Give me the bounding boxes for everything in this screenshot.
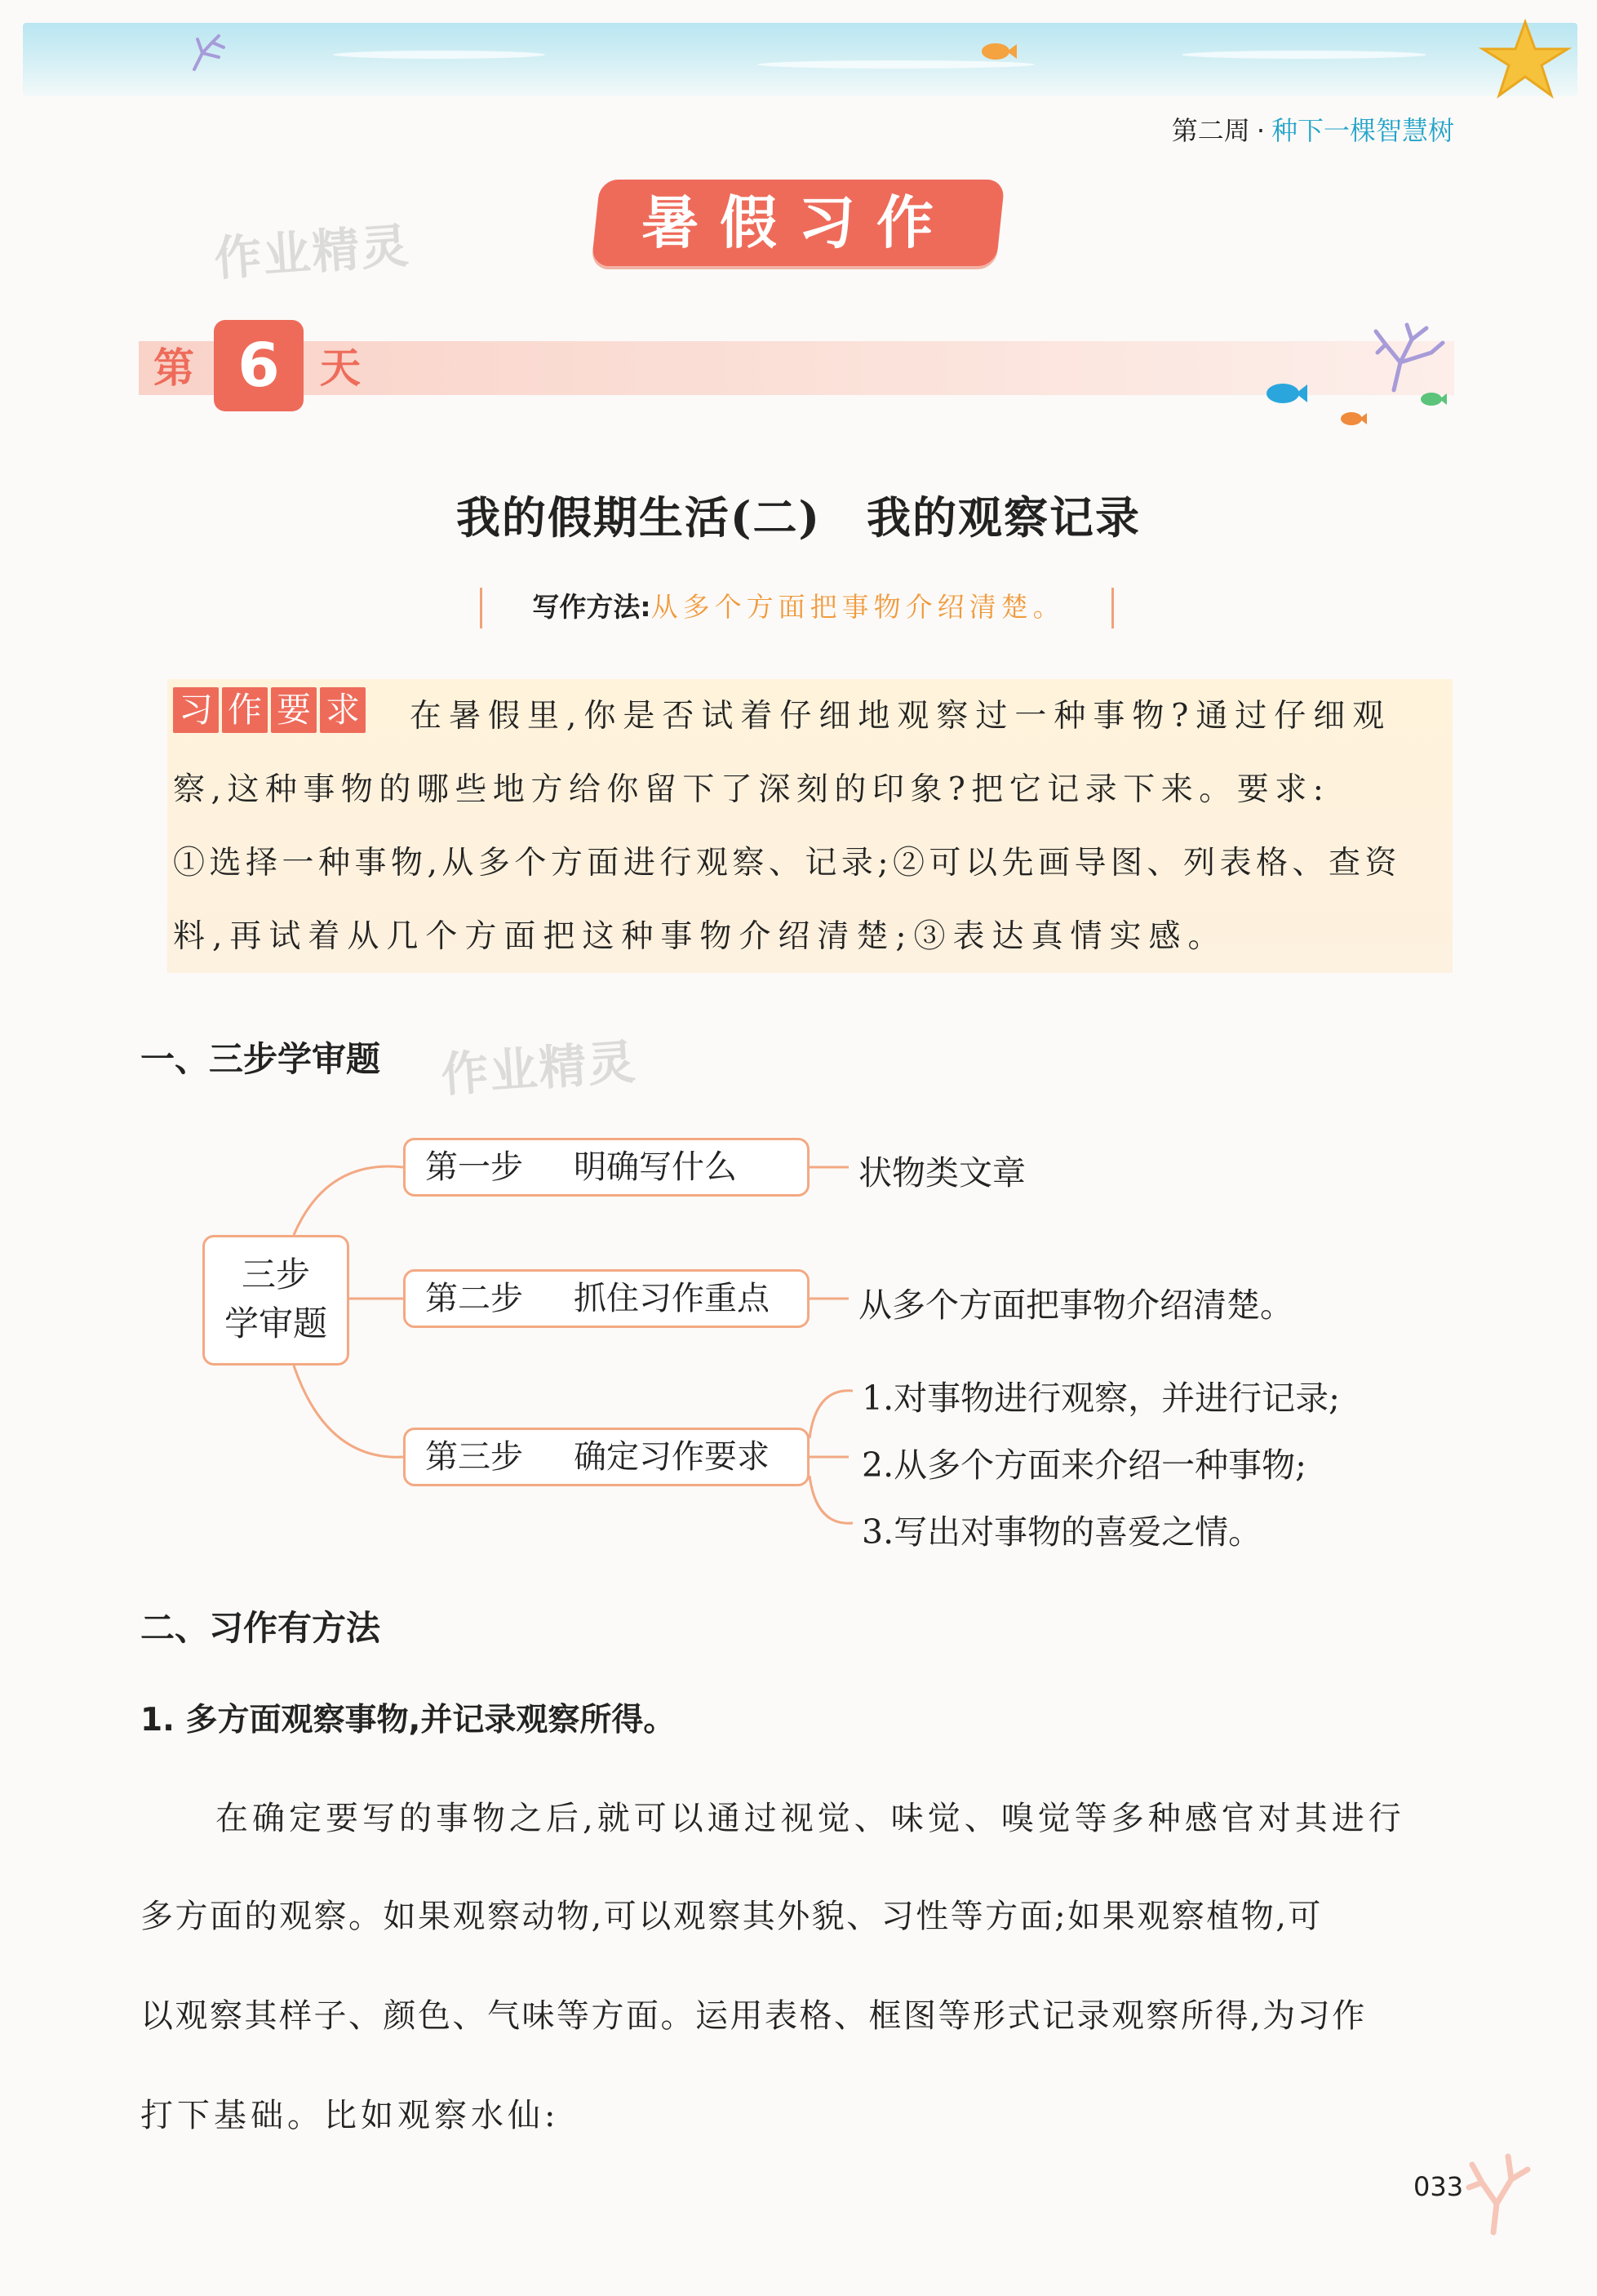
mind-map-result: 状物类文章 (858, 1153, 1026, 1192)
root-line: 三步 (241, 1255, 310, 1295)
day-prefix: 第 (153, 344, 194, 392)
step-desc: 抓住习作重点 (574, 1280, 770, 1317)
mind-map-result: 从多个方面把事物介绍清楚。 (858, 1286, 1293, 1325)
mind-map-step (403, 1428, 810, 1486)
method-label: 写作方法: (532, 591, 651, 623)
page-number: 033 (1413, 2171, 1464, 2202)
tag-char: 求 (320, 687, 366, 733)
coral-icon (1461, 2147, 1534, 2236)
step-label: 第三步 (425, 1438, 523, 1476)
requirement-line: 料,再试着从几个方面把这种事物介绍清楚;③表达真情实感。 (173, 918, 1227, 955)
paragraph-line: 多方面的观察。如果观察动物,可以观察其外貌、习性等方面;如果观察植物,可 (140, 1898, 1323, 1935)
requirement-line: 在暑假里,你是否试着仔细地观察过一种事物?通过仔细观 (410, 698, 1392, 735)
section-title: 一、三步学审题 (140, 1039, 381, 1079)
watermark: 作业精灵 (439, 1033, 639, 1104)
day-number: 6 (214, 320, 304, 411)
step-label: 第一步 (425, 1148, 523, 1186)
tag-char: 作 (222, 687, 268, 733)
watermark: 作业精灵 (212, 217, 412, 287)
tag-char: 要 (271, 687, 317, 733)
requirement-line: ①选择一种事物,从多个方面进行观察、记录;②可以先画导图、列表格、查资 (173, 845, 1402, 882)
main-title: 我的假期生活(二) 我的观察记录 (455, 491, 1142, 544)
mind-map-step (403, 1138, 810, 1197)
step-desc: 明确写什么 (574, 1148, 737, 1186)
tag-char: 习 (173, 687, 219, 733)
paragraph-line: 以观察其样子、颜色、气味等方面。运用表格、框图等形式记录观察所得,为习作 (140, 1997, 1367, 2035)
sub-title: 1. 多方面观察事物,并记录观察所得。 (140, 1702, 676, 1739)
step-desc: 确定习作要求 (574, 1438, 770, 1476)
mind-map-result: 2.从多个方面来介绍一种事物; (862, 1446, 1306, 1485)
mind-map-root (202, 1235, 349, 1366)
requirement-line: 察,这种事物的哪些地方给你留下了深刻的印象?把它记录下来。要求: (173, 771, 1330, 808)
paragraph-line: 打下基础。比如观察水仙: (140, 2097, 560, 2134)
week-theme: 种下一棵智慧树 (1271, 115, 1454, 146)
paragraph-line: 在确定要写的事物之后,就可以通过视觉、味觉、嗅觉等多种感官对其进行 (215, 1800, 1405, 1837)
mind-map-step (403, 1269, 810, 1328)
day-suffix: 天 (320, 344, 361, 392)
step-label: 第二步 (425, 1280, 523, 1317)
section-title: 二、习作有方法 (140, 1608, 381, 1648)
header-separator: · (1256, 115, 1265, 146)
method-text: 从多个方面把事物介绍清楚。 (650, 591, 1065, 623)
mind-map-result: 1.对事物进行观察，并进行记录; (862, 1379, 1340, 1418)
week-label: 第二周 (1171, 115, 1250, 146)
root-line: 学审题 (224, 1303, 327, 1343)
badge-title: 暑假习作 (641, 189, 955, 256)
mind-map-result: 3.写出对事物的喜爱之情。 (862, 1512, 1262, 1552)
